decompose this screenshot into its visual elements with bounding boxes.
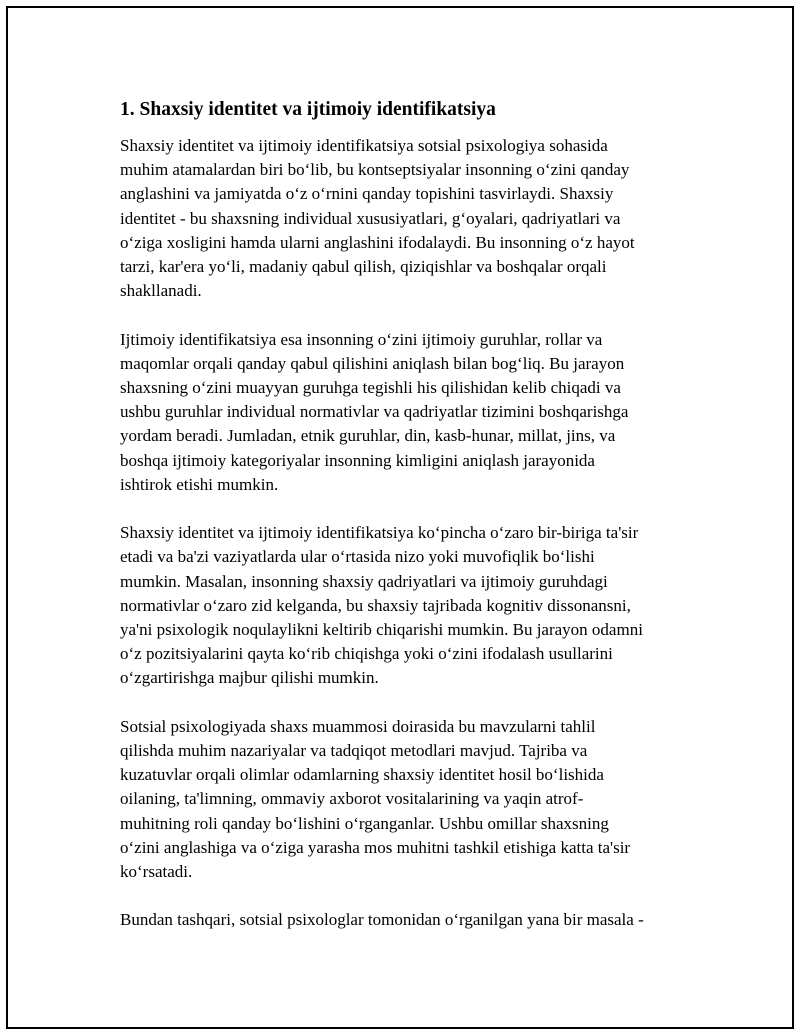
paragraph-4 — [120, 715, 705, 884]
text-line: shakllanadi. — [120, 281, 202, 301]
paragraph-2 — [120, 328, 705, 497]
paragraph-5 — [120, 908, 705, 932]
text-line: Sotsial psixologiyada shaxs muammosi doirasida bu mavzularni tahlil — [120, 716, 596, 736]
text-line: normativlar o‘zaro zid kelganda, bu shaxsiy tajribada kognitiv dissonansni, — [120, 595, 631, 615]
text-line: ushbu guruhlar individual normativlar va qadriyatlar tizimini boshqarishga — [120, 402, 629, 422]
text-line: oilaning, ta'limning, ommaviy axborot vositalarining va yaqin atrof- — [120, 789, 584, 809]
text-line: yordam beradi. Jumladan, etnik guruhlar, din, kasb-hunar, millat, jins, va — [120, 426, 616, 446]
text-line: o‘zgartirishga majbur qilishi mumkin. — [120, 668, 379, 688]
text-line: maqomlar orqali qanday qabul qilishini aniqlash bilan bog‘liq. Bu jarayon — [120, 353, 625, 373]
text-line: identitet - bu shaxsning individual xususiyatlari, g‘oyalari, qadriyatlari va — [120, 208, 621, 228]
text-line: etadi va ba'zi vaziyatlarda ular o‘rtasida nizo yoki muvofiqlik bo‘lishi — [120, 547, 595, 567]
text-line: o‘zini anglashiga va o‘ziga yarasha mos muhitni tashkil etishiga katta ta'sir — [120, 837, 631, 857]
text-line: Shaxsiy identitet va ijtimoiy identifikatsiya ko‘pincha o‘zaro bir-biriga ta'sir — [120, 523, 639, 543]
text-line: muhim atamalardan biri bo‘lib, bu kontseptsiyalar insonning o‘zini qanday — [120, 160, 630, 180]
document-page — [6, 6, 794, 1029]
text-line: muhitning roli qanday bo‘lishini o‘rganganlar. Ushbu omillar shaxsning — [120, 813, 609, 833]
section-heading: 1. Shaxsiy identitet va ijtimoiy identifikatsiya — [120, 99, 496, 120]
text-line: o‘ziga xosligini hamda ularni anglashini ifodalaydi. Bu insonning o‘z hayot — [120, 232, 635, 252]
text-line: Shaxsiy identitet va ijtimoiy identifikatsiya sotsial psixologiya sohasida — [120, 136, 608, 155]
paragraph-1 — [120, 134, 705, 303]
text-line: mumkin. Masalan, insonning shaxsiy qadriyatlari va ijtimoiy guruhdagi — [120, 571, 608, 591]
text-line: shaxsning o‘zini muayyan guruhga tegishli his qilishidan kelib chiqadi va — [120, 378, 621, 398]
text-line: ishtirok etishi mumkin. — [120, 474, 279, 494]
text-line: anglashini va jamiyatda o‘z o‘rnini qanday topishini tasvirlaydi. Shaxsiy — [120, 184, 614, 204]
text-line: Bundan tashqari, sotsial psixologlar tomonidan o‘rganilgan yana bir masala - — [120, 910, 644, 930]
text-line: qilishda muhim nazariyalar va tadqiqot metodlari mavjud. Tajriba va — [120, 741, 588, 761]
text-line: kuzatuvlar orqali olimlar odamlarning shaxsiy identitet hosil bo‘lishida — [120, 765, 604, 785]
text-line: Ijtimoiy identifikatsiya esa insonning o‘zini ijtimoiy guruhlar, rollar va — [120, 329, 603, 349]
text-line: o‘z pozitsiyalarini qayta ko‘rib chiqishga yoki o‘zini ifodalash usullarini — [120, 644, 613, 664]
paragraph-3 — [120, 521, 705, 690]
text-line: ya'ni psixologik noqulaylikni keltirib chiqarishi mumkin. Bu jarayon odamni — [120, 620, 643, 640]
text-line: boshqa ijtimoiy kategoriyalar insonning kimligini aniqlash jarayonida — [120, 450, 595, 470]
document-body — [120, 96, 705, 957]
text-line: ko‘rsatadi. — [120, 862, 193, 882]
text-line: tarzi, kar'era yo‘li, madaniy qabul qilish, qiziqishlar va boshqalar orqali — [120, 257, 607, 277]
